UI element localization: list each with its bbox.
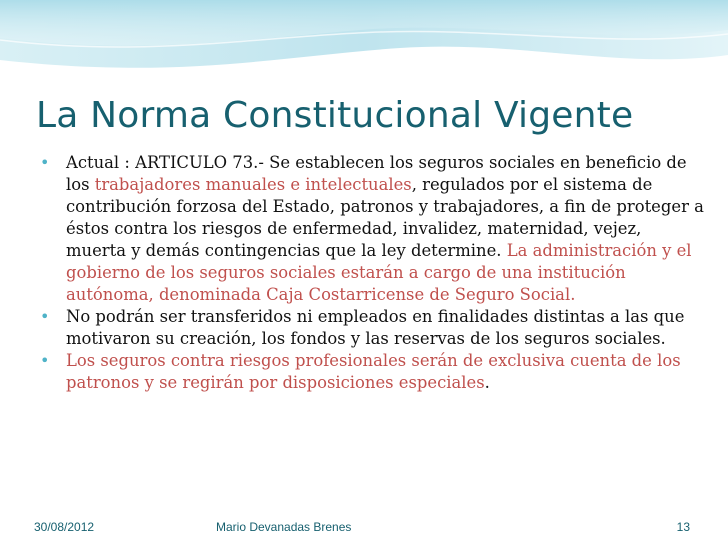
bullet-text-segment: .	[484, 373, 490, 392]
highlighted-text: trabajadores manuales e intelectuales	[94, 175, 412, 194]
bullet-text-segment: , regulados por el sistema de contribución forzosa del Estado, patronos y trabajadores, a fin de proteger a éstos contra los riesgos de enfermedad, invalidez, maternidad, vejez, muerta y demás contingencias que la ley determine.	[66, 175, 704, 260]
slide-title: La Norma Constitucional Vigente	[36, 95, 634, 136]
footer-author: Mario Devanadas Brenes	[216, 520, 352, 534]
footer-date: 30/08/2012	[34, 520, 95, 534]
highlighted-text: La administración y el gobierno de los seguros sociales estarán a cargo de una institución autónoma, denominada Caja Costarricense de Seguro Social.	[66, 241, 692, 304]
bullet-text-segment: No podrán ser transferidos ni empleados en finalidades distintas a las que motivaron su creación, los fondos y las reservas de los seguros sociales.	[66, 307, 685, 348]
bullet-icon: •	[40, 351, 50, 370]
slide-footer	[0, 520, 728, 540]
decorative-wave-band	[0, 0, 728, 95]
bullet-item	[34, 350, 704, 394]
bullet-icon: •	[40, 307, 50, 326]
page-number: 13	[676, 520, 690, 534]
highlighted-text: Los seguros contra riesgos profesionales serán de exclusiva cuenta de los patronos y se regirán por disposiciones especiales	[66, 351, 681, 392]
bullet-item	[34, 306, 704, 350]
bullet-icon: •	[40, 153, 50, 172]
bullet-item	[34, 152, 704, 306]
bullet-list	[34, 152, 704, 394]
bullet-text-segment: Actual : ARTICULO 73.- Se establecen los seguros sociales en beneficio de los	[66, 153, 687, 194]
